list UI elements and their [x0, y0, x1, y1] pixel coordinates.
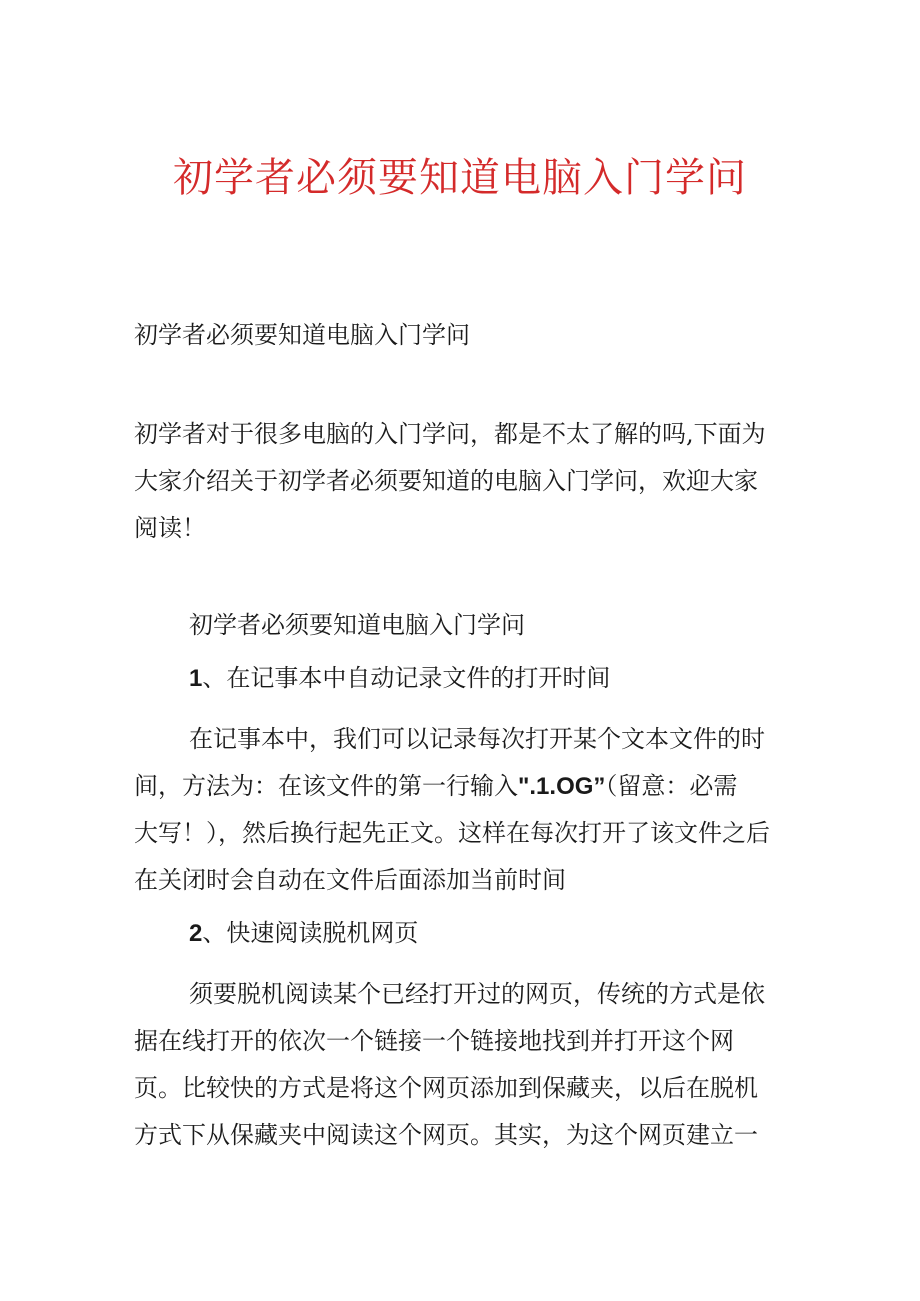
subtitle-text: 初学者必须要知道电脑入门学问: [134, 321, 470, 349]
item-1-body-line: 大写！），然后换行起先正文。这样在每次打开了该文件之后: [134, 819, 770, 847]
item-2-body-line: 须要脱机阅读某个已经打开过的网页，传统的方式是依: [189, 980, 765, 1008]
item-1-body-text: 间，方法为：在该文件的第一行输入: [134, 772, 518, 800]
document-subtitle: [134, 312, 794, 359]
item-1-number: 1: [189, 665, 203, 692]
section-heading-text: 初学者必须要知道电脑入门学问: [189, 611, 525, 639]
item-1-heading: [134, 655, 794, 702]
item-1-body: [134, 716, 794, 904]
item-2-number: 2: [189, 920, 203, 947]
item-2-heading: [134, 910, 794, 957]
intro-line: 初学者对于很多电脑的入门学问，都是不太了解的吗,下面为: [134, 420, 766, 448]
item-2-body: [134, 971, 794, 1159]
intro-line: 大家介绍关于初学者必须要知道的电脑入门学问，欢迎大家: [134, 467, 758, 495]
item-2-body-line: 据在线打开的依次一个链接一个链接地找到并打开这个网: [134, 1027, 734, 1055]
intro-line: 阅读！: [134, 514, 206, 542]
item-1-heading-text: 、在记事本中自动记录文件的打开时间: [202, 664, 611, 692]
section-heading: [134, 602, 794, 649]
item-2-body-line: 页。比较快的方式是将这个网页添加到保藏夹，以后在脱机: [134, 1074, 758, 1102]
log-command-text: ".1.OG”: [518, 773, 606, 800]
item-1-body-line: 在记事本中，我们可以记录每次打开某个文本文件的时: [189, 725, 765, 753]
item-2-heading-text: 、快速阅读脱机网页: [202, 919, 419, 947]
item-1-body-line: [134, 763, 794, 810]
item-2-body-line: 方式下从保藏夹中阅读这个网页。其实，为这个网页建立一: [134, 1121, 758, 1149]
document-title: 初学者必须要知道电脑入门学问: [173, 155, 747, 201]
item-1-body-line: 在关闭时会自动在文件后面添加当前时间: [134, 866, 566, 894]
item-1-body-text: （留意：必需: [605, 772, 738, 800]
intro-paragraph: [134, 411, 794, 552]
